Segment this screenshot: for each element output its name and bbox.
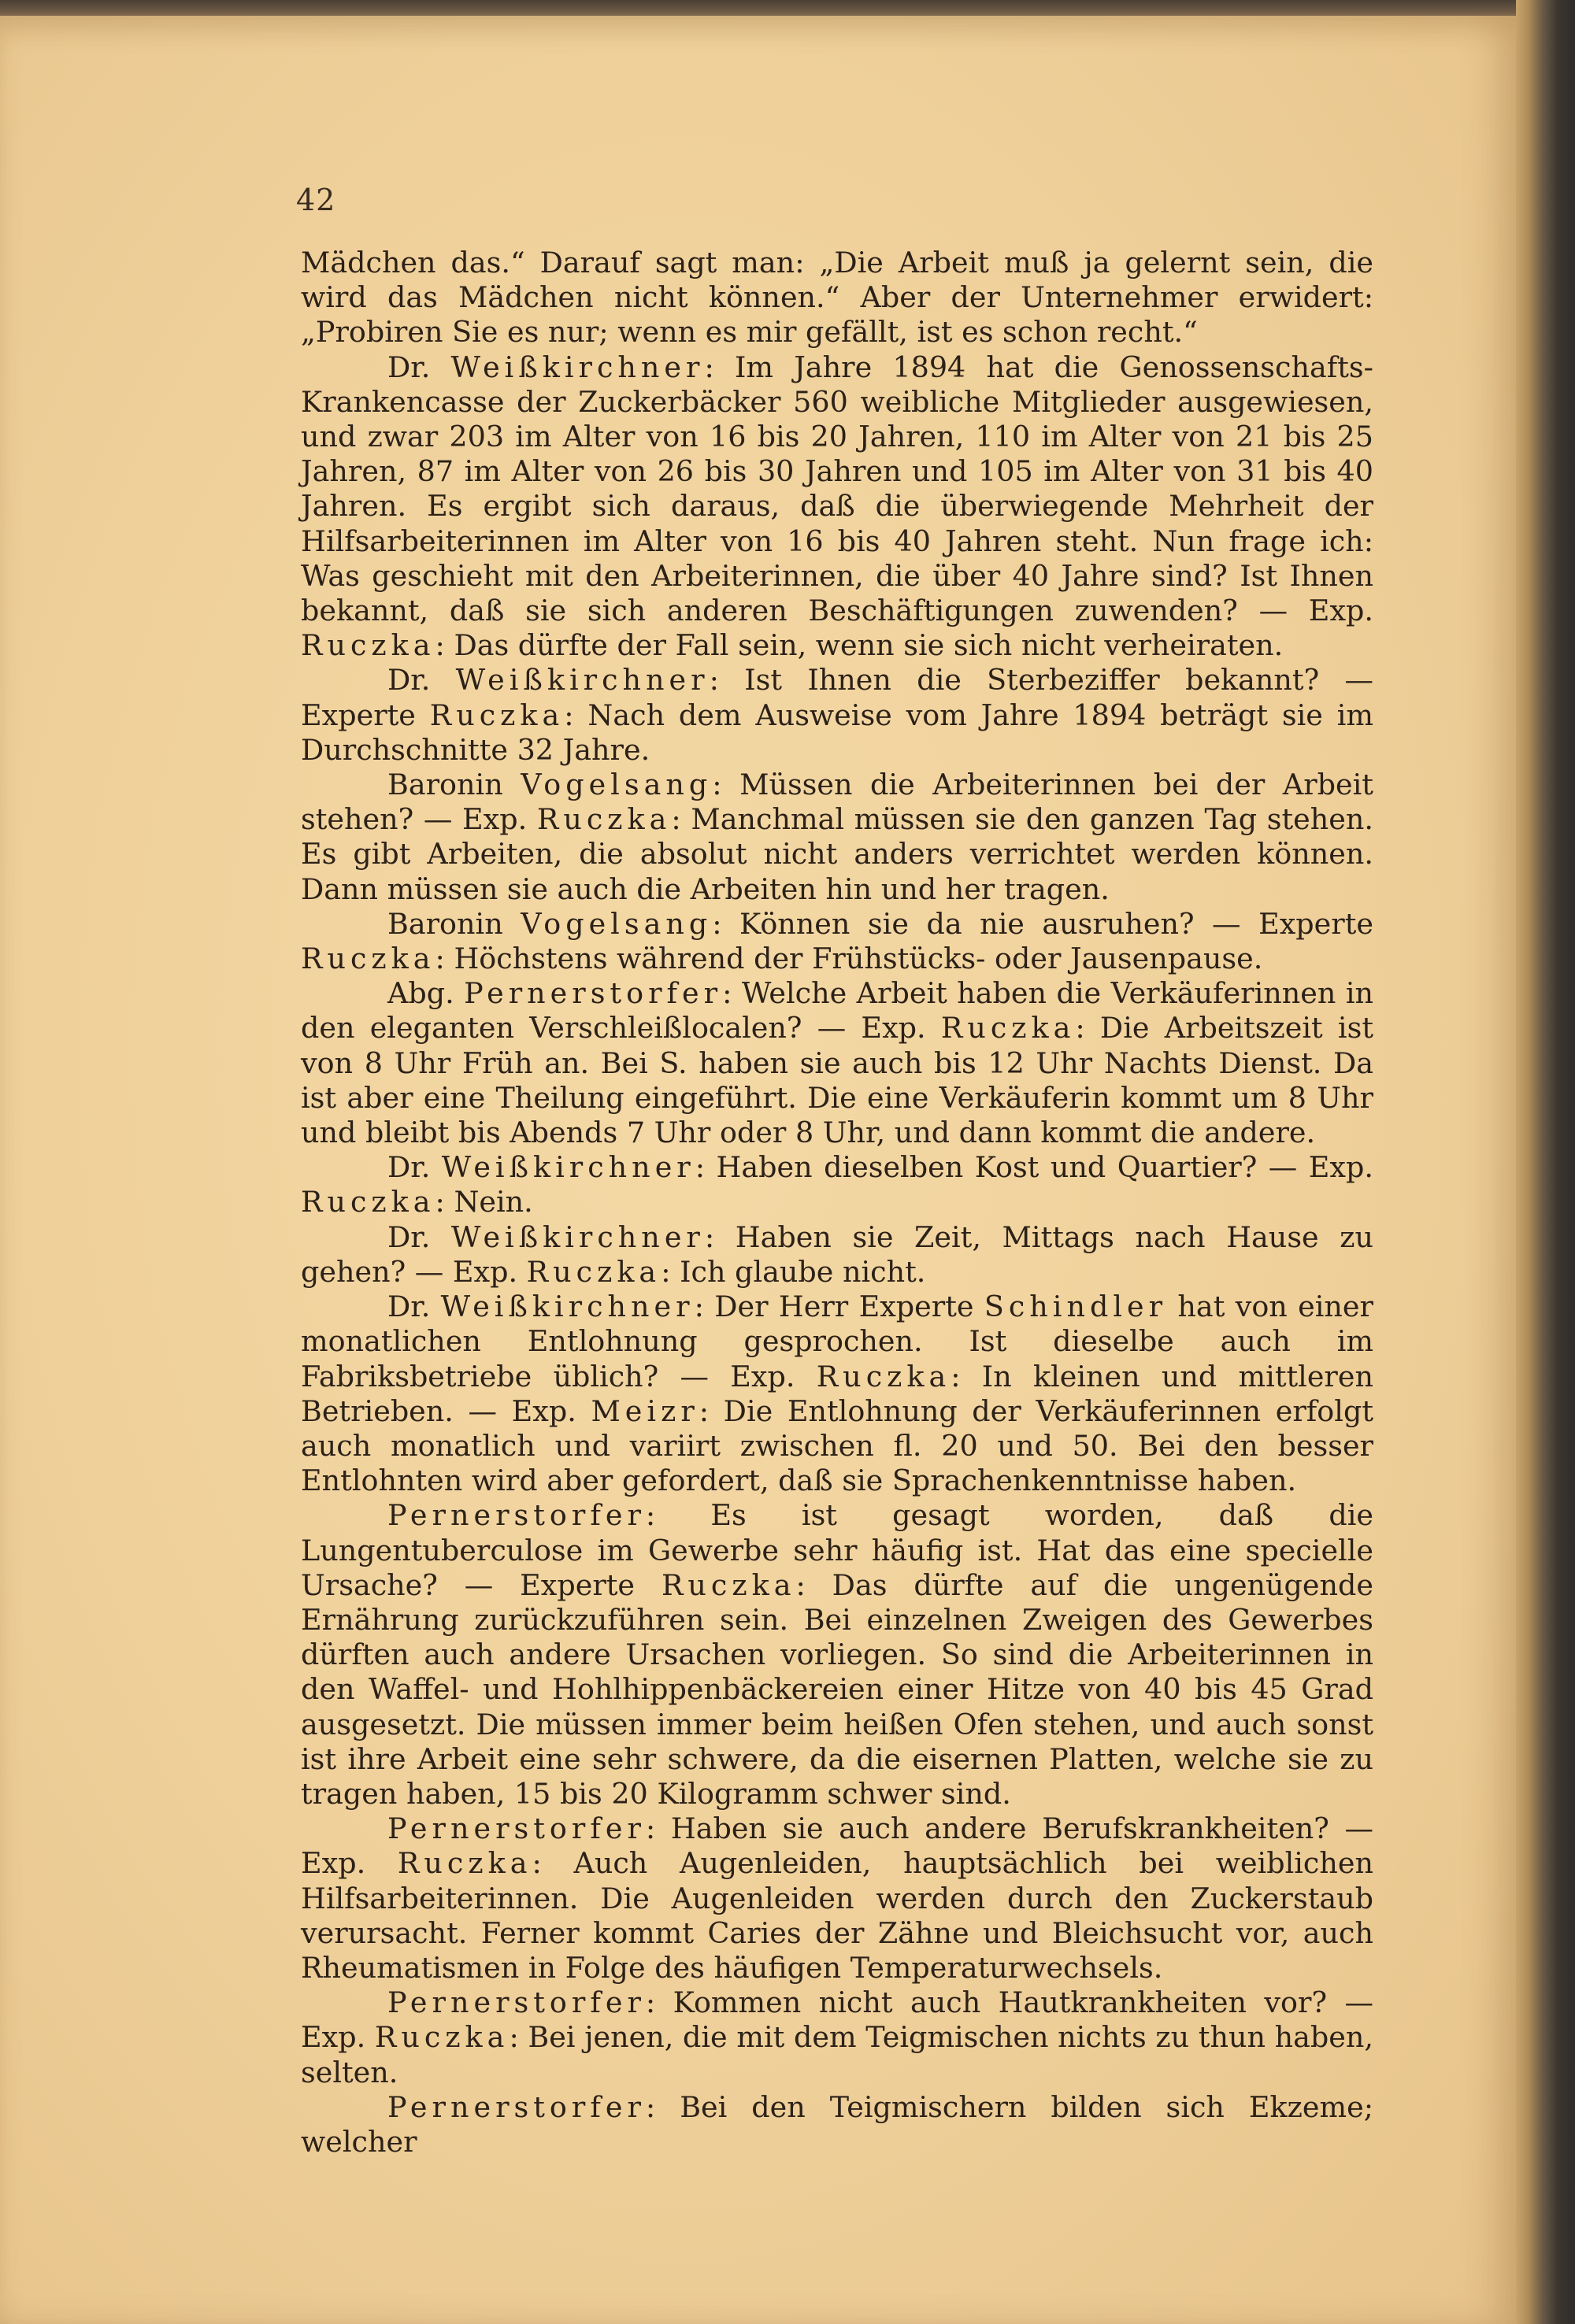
text-run: : Können sie da nie ausruhen? — Experte	[712, 906, 1373, 941]
text-run: : Müssen die Arbeiterinnen bei der Arbeit stehen? — Exp.	[301, 768, 1373, 837]
text-run: : Nach dem Ausweise vom Jahre 1894 beträgt sie im Durchschnitte 32 Jahre.	[301, 698, 1373, 767]
page-edge-shadow	[1516, 0, 1575, 2324]
text-run: : Haben sie auch andere Berufskrankheiten? — Exp.	[301, 1811, 1373, 1881]
text-run: : Das dürfte auf die ungenügende Ernährung zurückzuführen sein. Bei einzelnen Zweigen des Gewerbes dürften auch andere Ursachen vorliegen. So sind die Arbeiterinnen in den Waffel- und Hohlhippenbäckereien einer Hitze von 40 bis 45 Grad ausgesetzt. Die müssen immer beim heißen Ofen stehen, und auch sonst ist ihre Arbeit eine sehr schwere, da die eisernen Platten, welche sie zu tragen haben, 15 bis 20 Kilogramm schwer sind.	[301, 1567, 1373, 1811]
text-run: : Die Arbeitszeit ist von 8 Uhr Früh an. Bei S. haben sie auch bis 12 Uhr Nachts Dienst. Da ist aber eine Theilung eingeführt. Die eine Verkäuferin kommt um 8 Uhr und bleibt bis Abends 7 Uhr oder 8 Uhr, und dann kommt die andere.	[301, 1011, 1374, 1150]
speaker-name: Pernerstorfer	[387, 1985, 646, 2020]
text-run: hat von einer monatlichen Entlohnung gesprochen. Ist dieselbe auch im Fabriksbetriebe üblich? — Exp.	[301, 1290, 1373, 1393]
speaker-name: Weißkirchner	[455, 663, 710, 698]
text-run: : Es ist gesagt worden, daß die Lungentuberculose im Gewerbe sehr häufig ist. Hat das eine specielle Ursache? — Experte	[301, 1498, 1373, 1602]
paragraph	[301, 350, 1373, 664]
speaker-name: Ruczka	[526, 1254, 662, 1289]
speaker-name: Ruczka	[536, 802, 672, 837]
text-run: Dr.	[387, 663, 456, 698]
text-run: : Auch Augenleiden, hauptsächlich bei weiblichen Hilfsarbeiterinnen. Die Augenleiden werden durch den Zuckerstaub verursacht. Ferner kommt Caries der Zähne und Bleichsucht vor, auch Rheumatismen in Folge des häufigen Temperaturwechsels.	[301, 1846, 1373, 1985]
speaker-name: Ruczka	[397, 1846, 532, 1881]
speaker-name: Ruczka	[374, 2020, 510, 2055]
text-run: : Die Entlohnung der Verkäuferinnen erfolgt auch monatlich und variirt zwischen fl. 20 und 50. Bei den besser Entlohnten wird aber gefordert, daß sie Sprachenkenntnisse haben.	[301, 1393, 1373, 1498]
paragraph	[301, 1150, 1373, 1219]
text-run: : Bei den Teigmischern bilden sich Ekzeme; welcher	[301, 2089, 1373, 2159]
body-text	[301, 246, 1373, 2159]
speaker-name: Ruczka	[429, 698, 565, 732]
speaker-name: Weißkirchner	[440, 1290, 695, 1324]
paragraph	[301, 246, 1373, 350]
speaker-name: Weißkirchner	[450, 1219, 705, 1254]
speaker-name: Meizr	[591, 1393, 699, 1428]
paragraph	[301, 663, 1373, 768]
speaker-name: Vogelsang	[521, 906, 713, 941]
text-run: : Haben dieselben Kost und Quartier? — Exp.	[695, 1150, 1373, 1185]
speaker-name: Pernerstorfer	[387, 2089, 646, 2124]
speaker-name: Ruczka	[301, 628, 435, 663]
text-run: Mädchen das.“ Darauf sagt man: „Die Arbeit muß ja gelernt sein, die wird das Mädchen nicht können.“ Aber der Unternehmer erwidert: „Probiren Sie es nur; wenn es mir gefällt, ist es schon recht.“	[301, 246, 1373, 350]
speaker-name: Ruczka	[661, 1567, 796, 1602]
paragraph	[301, 1985, 1373, 2090]
speaker-name: Weißkirchner	[441, 1150, 695, 1185]
paragraph	[301, 1220, 1373, 1290]
speaker-name: Ruczka	[301, 942, 435, 976]
text-run: : Höchstens während der Frühstücks- oder Jausenpause.	[435, 942, 1263, 976]
text-run: : Nein.	[435, 1185, 533, 1219]
speaker-name: Pernerstorfer	[464, 976, 723, 1011]
text-run: Dr.	[387, 1290, 441, 1324]
paragraph	[301, 1290, 1373, 1498]
text-run: : Im Jahre 1894 hat die Genossenschafts-Krankencasse der Zuckerbäcker 560 weibliche Mitglieder ausgewiesen, und zwar 203 im Alter von 16 bis 20 Jahren, 110 im Alter von 21 bis 25 Jahren, 87 im Alter von 26 bis 30 Jahren und 105 im Alter von 31 bis 40 Jahren. Es ergibt sich daraus, daß die überwiegende Mehrheit der Hilfsarbeiterinnen im Alter von 16 bis 40 Jahren steht. Nun frage ich: Was geschieht mit den Arbeiterinnen, die über 40 Jahre sind? Ist Ihnen bekannt, daß sie sich anderen Beschäftigungen zuwenden? — Exp.	[301, 350, 1373, 628]
text-run: Abg.	[387, 976, 465, 1011]
paragraph	[301, 768, 1373, 907]
page-number: 42	[296, 183, 336, 217]
text-run: : Das dürfte der Fall sein, wenn sie sich nicht verheiraten.	[435, 628, 1284, 663]
speaker-name: Vogelsang	[521, 768, 713, 802]
speaker-name: Weißkirchner	[450, 350, 705, 384]
paragraph	[301, 1811, 1373, 1985]
text-run: Dr.	[387, 1150, 442, 1185]
paragraph	[301, 976, 1373, 1150]
text-run: Baronin	[387, 906, 521, 941]
text-run: : In kleinen und mittleren Betrieben. — Exp.	[301, 1359, 1373, 1428]
speaker-name: Schindler	[984, 1290, 1168, 1324]
text-run: : Ich glaube nicht.	[661, 1254, 926, 1289]
text-run: : Manchmal müssen sie den ganzen Tag stehen. Es gibt Arbeiten, die absolut nicht anders verrichtet werden können. Dann müssen sie auch die Arbeiten hin und her tragen.	[301, 802, 1373, 906]
text-run: : Ist Ihnen die Sterbeziffer bekannt? — Experte	[301, 663, 1373, 732]
text-run: : Der Herr Experte	[694, 1290, 984, 1324]
text-run: Dr.	[387, 1219, 451, 1254]
speaker-name: Ruczka	[940, 1011, 1076, 1045]
text-run: : Bei jenen, die mit dem Teigmischen nichts zu thun haben, selten.	[301, 2020, 1373, 2089]
text-run: : Kommen nicht auch Hautkrankheiten vor? — Exp.	[301, 1985, 1373, 2055]
text-run: Dr.	[387, 350, 451, 384]
speaker-name: Pernerstorfer	[387, 1811, 646, 1846]
speaker-name: Pernerstorfer	[387, 1498, 646, 1533]
paragraph	[301, 1498, 1373, 1811]
text-run: Baronin	[387, 768, 521, 802]
text-run: : Haben sie Zeit, Mittags nach Hause zu gehen? — Exp.	[301, 1219, 1373, 1289]
paragraph	[301, 2090, 1373, 2159]
paragraph	[301, 907, 1373, 976]
text-run: : Welche Arbeit haben die Verkäuferinnen in den eleganten Verschleißlocalen? — Exp.	[301, 976, 1374, 1045]
speaker-name: Ruczka	[301, 1185, 435, 1219]
speaker-name: Ruczka	[816, 1359, 951, 1393]
